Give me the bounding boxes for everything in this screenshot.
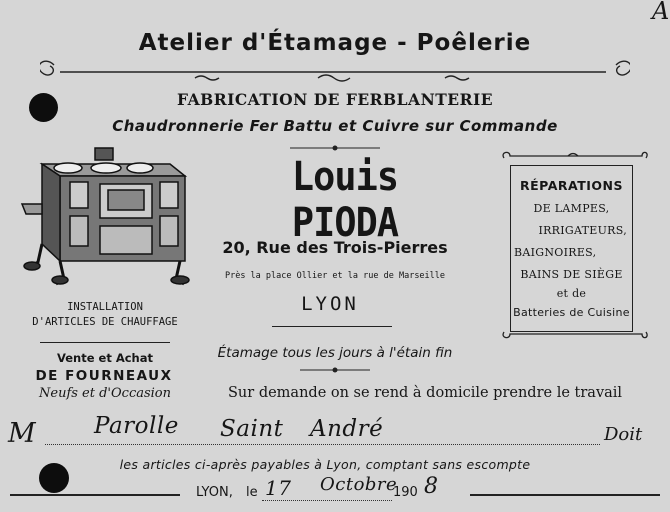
installation-line-2: D'ARTICLES DE CHAUFFAGE <box>32 316 178 328</box>
customer-name-2: Saint <box>220 416 284 442</box>
bottom-rule-left <box>10 494 180 496</box>
business-address: 20, Rue des Trois-Pierres <box>222 238 448 257</box>
reparations-item: Batteries de Cuisine <box>513 306 630 319</box>
installation-line-1: INSTALLATION <box>67 301 143 313</box>
fabrication-heading: FABRICATION DE FERBLANTERIE <box>176 90 494 109</box>
neufs-occasion: Neufs et d'Occasion <box>39 386 171 401</box>
reparations-item: BAINS DE SIÈGE <box>520 268 623 281</box>
date-le: le <box>246 485 258 500</box>
date-month: Octobre <box>320 474 398 495</box>
reparations-item: IRRIGATEURS, <box>538 224 627 237</box>
reparations-item: et de <box>556 287 587 300</box>
etamage-divider <box>300 364 370 376</box>
date-year-prefix: 190 <box>393 485 418 500</box>
chaudronnerie-tagline: Chaudronnerie Fer Battu et Cuivre sur Commande <box>112 117 558 135</box>
reparations-item: BAIGNOIRES, <box>514 246 597 259</box>
business-name: Louis PIODA <box>291 154 399 246</box>
date-day: 17 <box>265 476 292 500</box>
left-divider-1 <box>40 342 170 343</box>
customer-line <box>45 444 600 445</box>
date-year-suffix: 8 <box>424 474 439 499</box>
header-flourish <box>40 50 630 86</box>
salutation-m: M <box>8 418 36 449</box>
bottom-rule-right <box>470 494 660 496</box>
fourneaux-heading: DE FOURNEAUX <box>35 368 173 384</box>
etamage-text: Étamage tous les jours à l'étain fin <box>217 345 453 361</box>
vente-achat: Vente et Achat <box>56 351 154 365</box>
reparations-title: RÉPARATIONS <box>520 178 623 193</box>
domicile-text: Sur demande on se rend à domicile prendre le travail <box>228 385 623 401</box>
payment-terms: les articles ci-après payables à Lyon, comptant sans escompte <box>119 457 531 472</box>
date-city: LYON, <box>196 485 233 500</box>
address-near: Près la place Ollier et la rue de Marseille <box>224 271 446 281</box>
doit-label: Doit <box>604 424 643 445</box>
customer-name-3: André <box>310 416 384 442</box>
header-title: Atelier d'Étamage - Poêlerie <box>138 30 532 56</box>
stove-illustration <box>20 144 192 294</box>
reparations-item: DE LAMPES, <box>533 202 610 215</box>
tagline-divider <box>290 141 380 155</box>
city-divider <box>272 326 392 327</box>
customer-name-1: Parolle <box>94 413 179 439</box>
date-line <box>262 500 392 501</box>
installation-text <box>20 300 190 330</box>
corner-mark: A <box>652 0 670 25</box>
business-city: LYON <box>301 293 359 315</box>
